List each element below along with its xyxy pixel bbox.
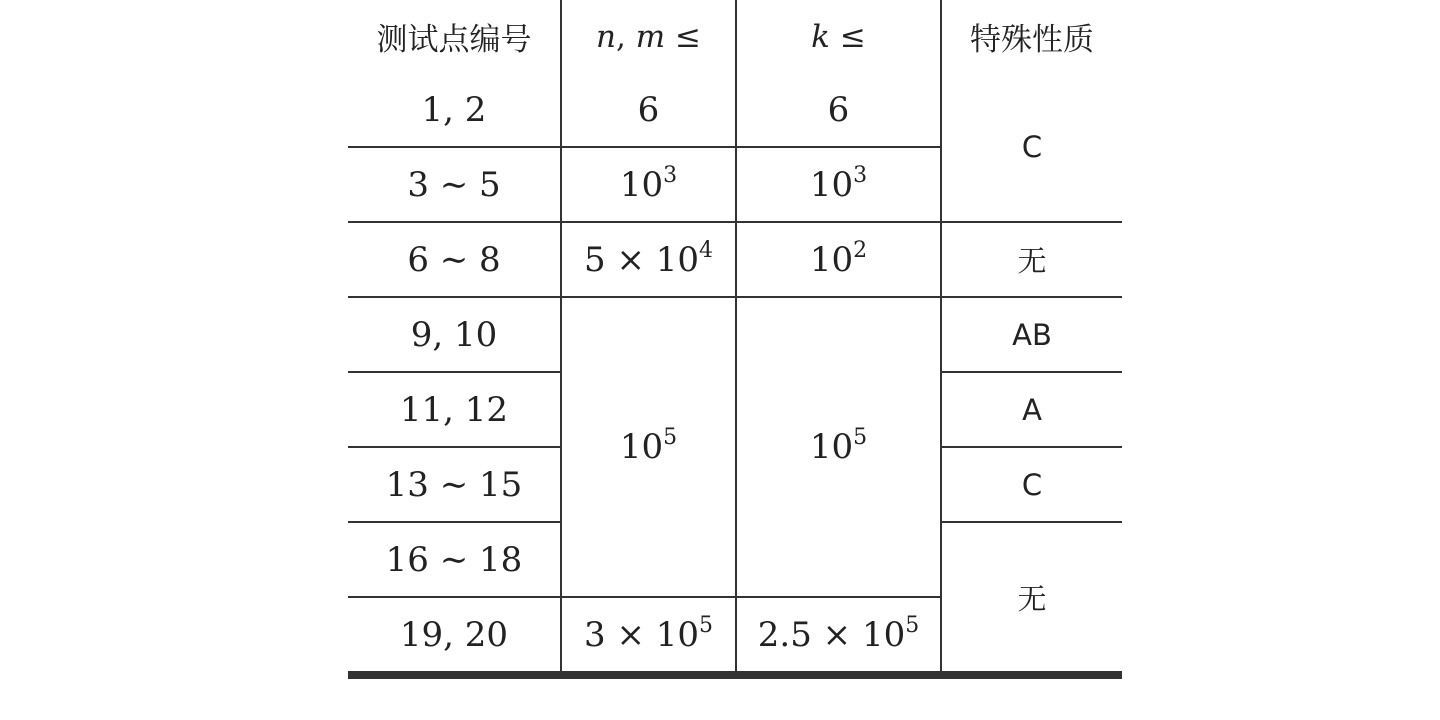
nm-exponent: 3 [663,162,678,188]
table-row [348,297,1122,372]
nm-limit-cell [561,297,736,597]
k-base: 2.5 × 10 [757,614,906,655]
k-exponent: 5 [905,612,920,638]
nm-exponent: 4 [699,237,713,263]
nm-base: 10 [619,427,664,467]
k-limit-cell [736,222,941,297]
nm-limit-cell [561,597,736,675]
table-row [348,73,1122,147]
nm-base: 5 × 10 [584,239,699,280]
header-k-limit: k ≤ [736,0,941,73]
nm-limit-cell: 6 [561,73,736,147]
special-property-cell: C [941,73,1122,222]
nm-limit-cell [561,147,736,222]
testcase-id-cell: 11, 12 [348,372,561,447]
k-limit-cell [736,297,941,597]
k-limit-cell [736,147,941,222]
testcase-id-cell: 9, 10 [348,297,561,372]
nm-base: 3 × 10 [584,614,699,655]
nm-base: 10 [619,164,664,205]
k-base: 10 [809,427,854,467]
testcase-id-cell: 1, 2 [348,73,561,147]
special-property-cell: C [941,447,1122,522]
nm-exponent: 5 [663,425,678,450]
k-base: 10 [809,239,854,280]
k-limit-cell: 6 [736,73,941,147]
header-row [348,0,1122,73]
header-special-property: 特殊性质 [941,0,1122,73]
testcase-id-cell: 6 ∼ 8 [348,222,561,297]
k-base: 10 [809,164,854,205]
header-testcase-id: 测试点编号 [376,22,532,58]
special-property-cell: A [941,372,1122,447]
testcase-id-cell: 19, 20 [348,597,561,675]
special-property-cell: 无 [941,222,1122,297]
testcase-id-cell: 13 ∼ 15 [348,447,561,522]
k-exponent: 3 [853,162,868,188]
header-nm-limit: n, m ≤ [561,0,736,73]
k-exponent: 5 [853,425,868,450]
k-exponent: 2 [853,237,868,263]
testcase-id-cell: 3 ∼ 5 [348,147,561,222]
nm-exponent: 5 [699,612,713,638]
nm-limit-cell [561,222,736,297]
special-property-cell: AB [941,297,1122,372]
k-limit-cell [736,597,941,675]
constraints-table [348,0,1122,679]
special-property-cell: 无 [941,522,1122,675]
table-row [348,222,1122,297]
testcase-id-cell: 16 ∼ 18 [348,522,561,597]
